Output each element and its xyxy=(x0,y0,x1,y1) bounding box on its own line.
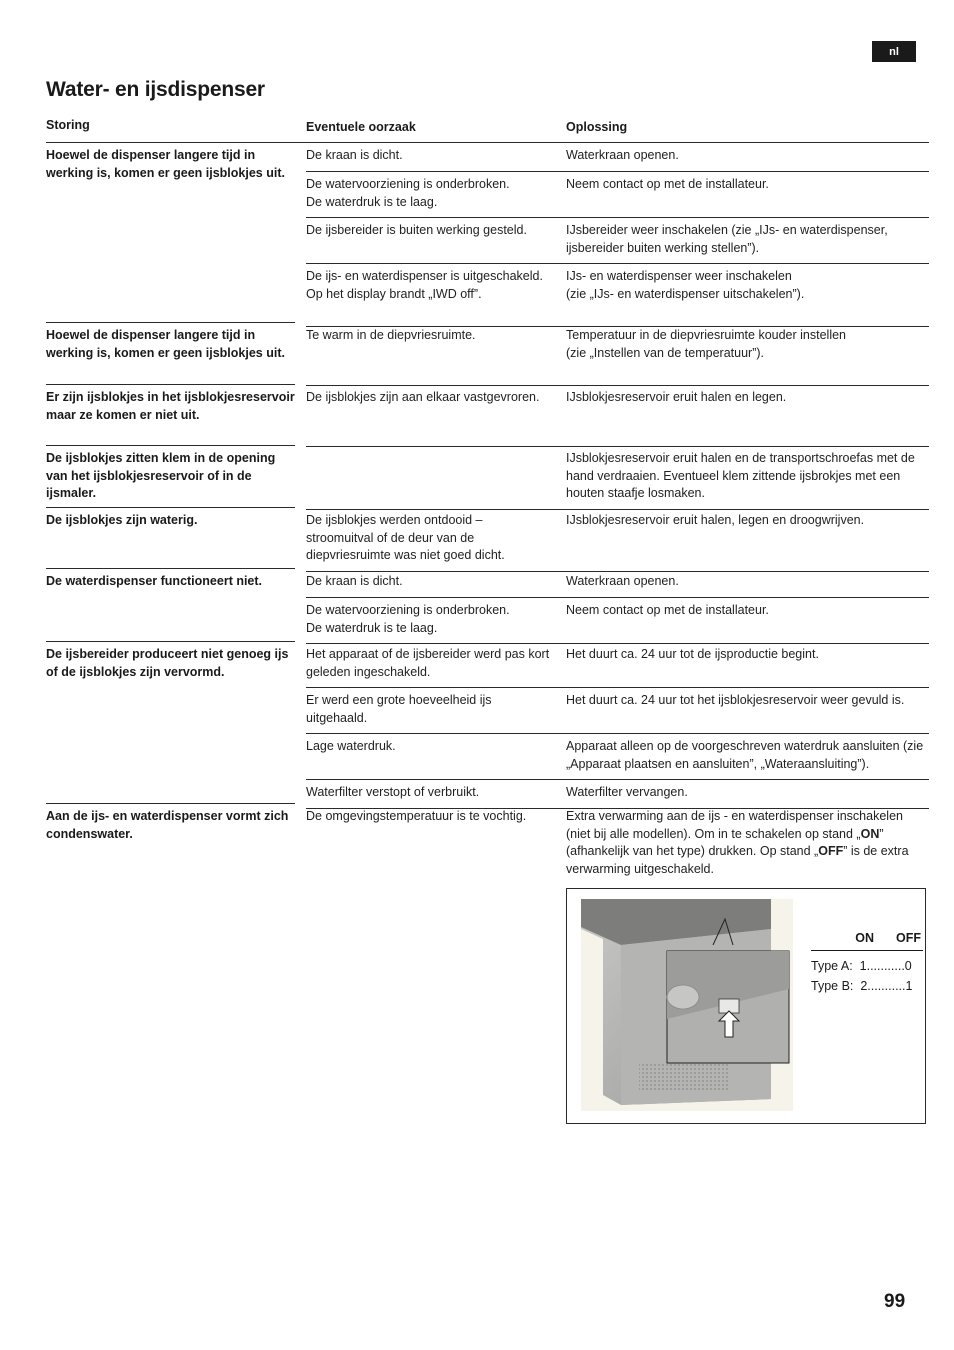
table-row xyxy=(46,143,929,323)
cause-row xyxy=(306,569,929,598)
cause-row xyxy=(306,734,929,780)
cause-group xyxy=(306,446,929,508)
cause-row xyxy=(306,446,929,510)
cause-row xyxy=(306,143,929,172)
cell-oplossing: Het duurt ca. 24 uur tot het ijsblokjesreservoir weer gevuld is. xyxy=(566,693,905,707)
cell-oplossing: IJsblokjesreservoir eruit halen en legen. xyxy=(566,390,787,404)
language-badge: nl xyxy=(872,41,916,62)
cell-oorzaak: De kraan is dicht. xyxy=(306,148,403,162)
legend-off: OFF xyxy=(896,931,921,945)
page-title: Water- en ijsdispenser xyxy=(46,78,265,101)
cause-row xyxy=(306,385,929,447)
cause-row xyxy=(306,688,929,734)
cell-storing: De waterdispenser functioneert niet. xyxy=(46,569,295,642)
cell-oorzaak: De watervoorziening is onderbroken. De waterdruk is te laag. xyxy=(306,177,510,209)
cell-oorzaak: De ijsblokjes zijn aan elkaar vastgevroren. xyxy=(306,390,540,404)
legend-header xyxy=(811,931,923,951)
cause-row xyxy=(306,642,929,688)
cell-storing: De ijsbereider produceert niet genoeg ijs of de ijsblokjes zijn vervormd. xyxy=(46,642,295,804)
dispenser-illustration xyxy=(581,899,793,1111)
opl-off-label: OFF xyxy=(818,844,844,858)
cell-oplossing: IJsblokjesreservoir eruit halen, legen en droogwrijven. xyxy=(566,513,865,527)
figure-switch-illustration xyxy=(566,888,926,1124)
cell-oplossing: Waterkraan openen. xyxy=(566,574,679,588)
cell-oorzaak: De omgevingstemperatuur is te vochtig. xyxy=(306,809,527,823)
cell-oorzaak: De kraan is dicht. xyxy=(306,574,403,588)
cause-group xyxy=(306,143,929,323)
cell-oplossing xyxy=(566,804,929,884)
table-row xyxy=(46,323,929,385)
cause-row xyxy=(306,323,929,386)
cell-storing: Er zijn ijsblokjes in het ijsblokjesreservoir maar ze komen er niet uit. xyxy=(46,385,295,446)
cell-storing: Aan de ijs- en waterdispenser vormt zich condenswater. xyxy=(46,809,289,841)
cell-oplossing: Waterkraan openen. xyxy=(566,148,679,162)
cell-storing: Hoewel de dispenser langere tijd in werking is, komen er geen ijsblokjes uit. xyxy=(46,323,295,385)
table-row xyxy=(46,569,929,642)
opl-text-3: ” is de extra verwarming uitgeschakeld. xyxy=(566,844,909,876)
cell-oorzaak: De watervoorziening is onderbroken. De waterdruk is te laag. xyxy=(306,603,510,635)
opl-text-2: ” (afhankelijk van het type) drukken. Op stand „ xyxy=(566,826,884,858)
legend-type-a: Type A: 1...........0 xyxy=(811,959,912,973)
cell-oorzaak: Het apparaat of de ijsbereider werd pas kort geleden ingeschakeld. xyxy=(306,647,550,679)
cause-row xyxy=(306,218,929,264)
header-storing: Storing xyxy=(46,118,90,132)
cell-storing: Hoewel de dispenser langere tijd in werking is, komen er geen ijsblokjes uit. xyxy=(46,143,295,323)
cell-oplossing: IJs- en waterdispenser weer inschakelen (zie „IJs- en waterdispenser uitschakelen”). xyxy=(566,269,805,301)
table-row xyxy=(46,446,929,508)
cause-row xyxy=(306,264,929,327)
cause-group xyxy=(306,508,929,569)
cell-oplossing: Het duurt ca. 24 uur tot de ijsproductie begint. xyxy=(566,647,819,661)
troubleshooting-table xyxy=(46,114,929,884)
table-body xyxy=(46,143,929,884)
legend-type-b: Type B: 2...........1 xyxy=(811,979,913,993)
header-oorzaak: Eventuele oorzaak xyxy=(306,120,416,134)
legend-on: ON xyxy=(855,931,874,945)
cause-row xyxy=(306,598,929,644)
cause-row xyxy=(306,508,929,572)
switch-legend xyxy=(811,931,923,993)
cell-oorzaak: Te warm in de diepvriesruimte. xyxy=(306,328,476,342)
opl-text-1: Extra verwarming aan de ijs - en waterdispenser inschakelen (niet bij alle modellen). Om in te schakelen op stand „ xyxy=(566,809,903,841)
table-row xyxy=(46,385,929,446)
cause-group xyxy=(306,569,929,642)
cause-group xyxy=(306,642,929,804)
cell-oplossing: Apparaat alleen op de voorgeschreven waterdruk aansluiten (zie „Apparaat plaatsen en aansluiten”, „Wateraansluiting”). xyxy=(566,739,924,771)
cell-oplossing: Neem contact op met de installateur. xyxy=(566,177,769,191)
table-row xyxy=(46,508,929,569)
cell-storing: De ijsblokjes zitten klem in de opening van het ijsblokjesreservoir of in de ijsmaler. xyxy=(46,446,295,508)
cell-oorzaak: Er werd een grote hoeveelheid ijs uitgehaald. xyxy=(306,693,492,725)
page-number: 99 xyxy=(884,1291,906,1312)
cell-oplossing: Waterfilter vervangen. xyxy=(566,785,688,799)
cell-oorzaak: Waterfilter verstopt of verbruikt. xyxy=(306,785,480,799)
header-oplossing: Oplossing xyxy=(566,120,628,134)
cell-oplossing: IJsbereider weer inschakelen (zie „IJs- en waterdispenser, ijsbereider buiten werking stellen”). xyxy=(566,223,888,255)
cause-group xyxy=(306,323,929,385)
table-row xyxy=(46,642,929,804)
cell-oorzaak: De ijs- en waterdispenser is uitgeschakeld. Op het display brandt „IWD off”. xyxy=(306,269,543,301)
cell-oorzaak xyxy=(306,446,552,509)
table-row-condensation xyxy=(46,804,929,884)
cell-oplossing: Temperatuur in de diepvriesruimte kouder instellen (zie „Instellen van de temperatuur”). xyxy=(566,328,847,360)
cell-oorzaak: De ijsblokjes werden ontdooid – stroomuitval of de deur van de diepvriesruimte was niet goed dicht. xyxy=(306,513,505,562)
cell-oplossing: Neem contact op met de installateur. xyxy=(566,603,769,617)
cause-row xyxy=(306,172,929,218)
cell-oplossing: IJsblokjesreservoir eruit halen en de transportschroefas met de hand verdraaien. Eventueel klem zittende ijsbrokjes met een houten staafje losmaken. xyxy=(566,451,915,500)
cell-oorzaak: Lage waterdruk. xyxy=(306,739,396,753)
table-header xyxy=(46,114,929,143)
opl-on-label: ON xyxy=(860,826,880,841)
cell-oorzaak: De ijsbereider is buiten werking gesteld. xyxy=(306,223,527,237)
cause-group xyxy=(306,385,929,446)
cell-storing: De ijsblokjes zijn waterig. xyxy=(46,508,295,569)
